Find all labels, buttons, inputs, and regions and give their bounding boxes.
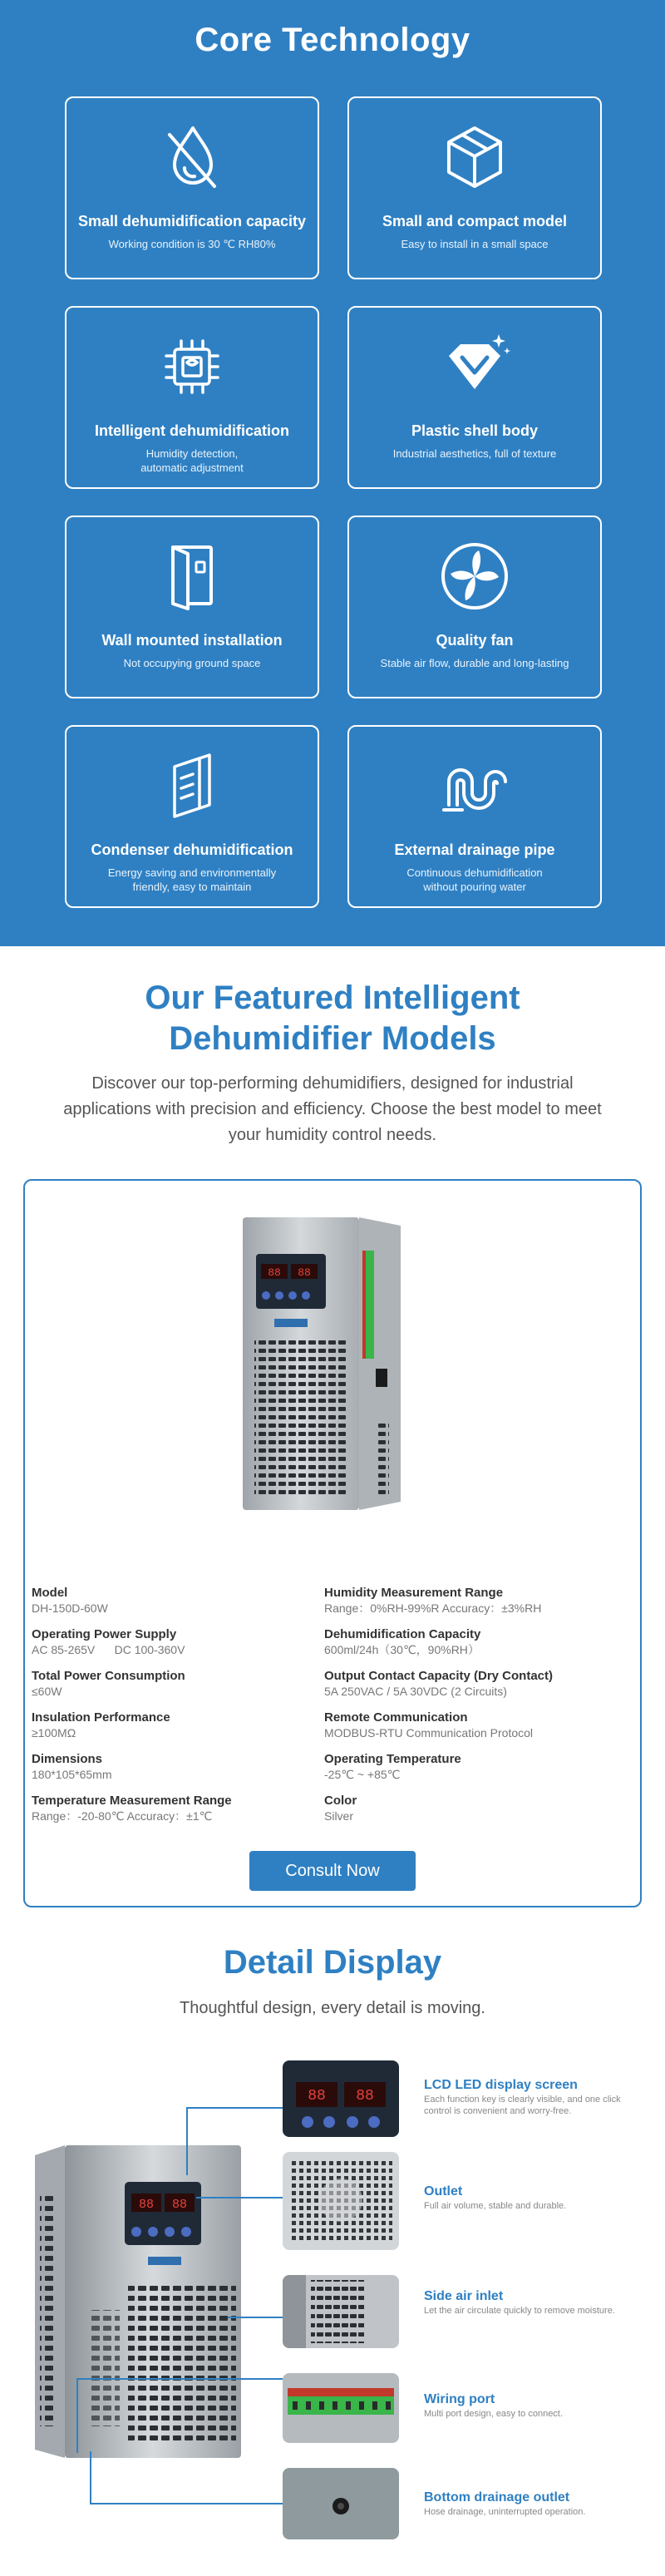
feature-card-desc: Working condition is 30 ℃ RH80% [108, 238, 276, 250]
spec-value: 180*105*65mm [32, 1768, 112, 1781]
feature-card-condenser [65, 725, 319, 908]
product-image [238, 1214, 412, 1522]
svg-text:88: 88 [356, 2088, 374, 2105]
connector-line [90, 2451, 91, 2504]
featured-models-desc: Discover our top-performing dehumidifiers, designed for industrial applications with precision and efficiency. Choose the best model to meet your humidity control needs. [63, 1074, 602, 1144]
connector-line [186, 2107, 283, 2109]
spec-label: Humidity Measurement Range [324, 1586, 504, 1600]
spec-remote-communication [324, 1710, 607, 1740]
spec-dehumidification-capacity [324, 1626, 607, 1657]
spec-label: Operating Temperature [324, 1752, 461, 1766]
spec-label: Dimensions [32, 1752, 103, 1766]
feature-card-plastic-shell [347, 306, 602, 489]
spec-label: Color [324, 1794, 357, 1808]
svg-text:88: 88 [268, 1266, 281, 1279]
detail-item-desc: Hose drainage, uninterrupted operation. [424, 2507, 586, 2517]
connector-line [186, 2107, 188, 2175]
feature-card-drainage-pipe [347, 725, 602, 908]
detail-thumb-wiring-port [283, 2373, 399, 2443]
spec-value: DH-150D-60W [32, 1601, 108, 1615]
feature-card-title: Condenser dehumidification [91, 841, 293, 858]
feature-card-intelligent [65, 306, 319, 489]
feature-card-title: Wall mounted installation [101, 632, 283, 649]
spec-insulation [32, 1710, 314, 1740]
featured-models-title: Our Featured Intelligent Dehumidifier Models [145, 980, 520, 1057]
feature-card-title: External drainage pipe [394, 841, 555, 858]
spec-value: -25℃ ~ +85℃ [324, 1768, 401, 1781]
feature-card-desc: Easy to install in a small space [401, 238, 549, 250]
feature-card-desc: Humidity detection, automatic adjustment [140, 447, 244, 474]
feature-card-wall-mounted [65, 516, 319, 698]
detail-bottom-drainage-outlet [424, 2490, 648, 2518]
feature-card-title: Small dehumidification capacity [77, 213, 307, 229]
spec-label: Output Contact Capacity (Dry Contact) [324, 1669, 554, 1683]
core-technology-section [0, 0, 665, 946]
spec-label: Dehumidification Capacity [324, 1627, 481, 1641]
condenser-icon [155, 748, 229, 823]
spec-value: Range：0%RH-99%R Accuracy：±3%RH [324, 1601, 542, 1615]
feature-card-desc: Continuous dehumidification without pouring water [406, 866, 543, 893]
drain-pipe-icon [437, 748, 512, 823]
spec-value: 5A 250VAC / 5A 30VDC (2 Circuits) [324, 1685, 507, 1698]
spec-value: ≥100MΩ [32, 1726, 76, 1740]
fan-icon [437, 539, 512, 614]
detail-thumb-outlet [283, 2152, 399, 2250]
diamond-icon [437, 329, 512, 404]
connector-line [76, 2378, 283, 2380]
core-technology-title: Core Technology [195, 22, 470, 58]
detail-item-desc: Full air volume, stable and durable. [424, 2201, 567, 2211]
detail-side-air-inlet [424, 2288, 648, 2317]
spec-model [32, 1585, 314, 1616]
spec-color [324, 1793, 607, 1823]
detail-thumb-lcd [283, 2060, 399, 2137]
spec-label: Model [32, 1586, 68, 1600]
svg-text:88: 88 [308, 2088, 326, 2105]
detail-item-title: LCD LED display screen [424, 2078, 578, 2092]
feature-card-title: Plastic shell body [411, 422, 539, 439]
svg-text:88: 88 [138, 2198, 155, 2212]
detail-item-title: Outlet [424, 2184, 463, 2198]
spec-label: Operating Power Supply [32, 1627, 177, 1641]
detail-lcd-screen [424, 2077, 648, 2117]
feature-card-desc: Energy saving and environmentally friendly, easy to maintain [107, 866, 277, 893]
feature-card-title: Quality fan [436, 632, 514, 649]
feature-card-compact-model [347, 96, 602, 279]
spec-power-consumption [32, 1668, 314, 1699]
spec-power-supply [32, 1626, 314, 1657]
svg-text:88: 88 [171, 2198, 188, 2212]
detail-item-desc: Let the air circulate quickly to remove moisture. [424, 2306, 615, 2316]
detail-outlet [424, 2184, 648, 2212]
spec-value: 600ml/24h（30℃，90%RH） [324, 1643, 480, 1656]
svg-text:88: 88 [298, 1266, 311, 1279]
spec-operating-temperature [324, 1751, 607, 1782]
chip-icon [155, 329, 229, 404]
detail-wiring-port [424, 2391, 648, 2420]
wall-cabinet-icon [155, 539, 229, 614]
spec-output-contact [324, 1668, 607, 1699]
detail-display-subtitle: Thoughtful design, every detail is moving. [180, 1999, 485, 2017]
spec-value: MODBUS-RTU Communication Protocol [324, 1726, 534, 1740]
spec-label: Total Power Consumption [32, 1669, 185, 1683]
feature-card-small-capacity [65, 96, 319, 279]
connector-line [76, 2378, 78, 2453]
spec-label: Insulation Performance [32, 1710, 170, 1725]
spec-value: Silver [324, 1809, 354, 1823]
detail-product-image [32, 2144, 244, 2461]
connector-line [90, 2503, 283, 2504]
feature-card-desc: Stable air flow, durable and long-lasting [380, 657, 569, 669]
feature-card-title: Small and compact model [382, 213, 568, 229]
spec-value: ≤60W [32, 1685, 62, 1698]
water-drop-icon [155, 120, 229, 195]
detail-item-title: Wiring port [424, 2392, 495, 2406]
spec-label: Remote Communication [324, 1710, 468, 1725]
spec-value: Range：-20-80℃ Accuracy：±1℃ [32, 1809, 213, 1823]
detail-thumb-drainage-outlet [283, 2468, 399, 2539]
spec-value: AC 85-265V DC 100-360V [32, 1643, 185, 1656]
cube-icon [437, 120, 512, 195]
spec-label: Temperature Measurement Range [32, 1794, 232, 1808]
spec-temperature-range [32, 1793, 314, 1823]
feature-card-title: Intelligent dehumidification [95, 422, 289, 439]
detail-item-title: Bottom drainage outlet [424, 2490, 570, 2504]
detail-display-title: Detail Display [223, 1944, 442, 1981]
detail-item-title: Side air inlet [424, 2289, 504, 2303]
consult-now-button[interactable]: Consult Now [249, 1851, 416, 1891]
spec-humidity-range [324, 1585, 607, 1616]
feature-card-desc: Industrial aesthetics, full of texture [392, 447, 557, 460]
detail-thumb-side-inlet [283, 2275, 399, 2348]
feature-card-desc: Not occupying ground space [123, 657, 261, 669]
detail-item-desc: Multi port design, easy to connect. [424, 2409, 563, 2419]
product-card [23, 1179, 642, 1907]
feature-card-quality-fan [347, 516, 602, 698]
connector-line [228, 2317, 283, 2318]
spec-dimensions [32, 1751, 314, 1782]
connector-line [196, 2197, 283, 2198]
detail-item-desc: Each function key is clearly visible, and one click control is convenient and worry-free. [424, 2095, 621, 2116]
